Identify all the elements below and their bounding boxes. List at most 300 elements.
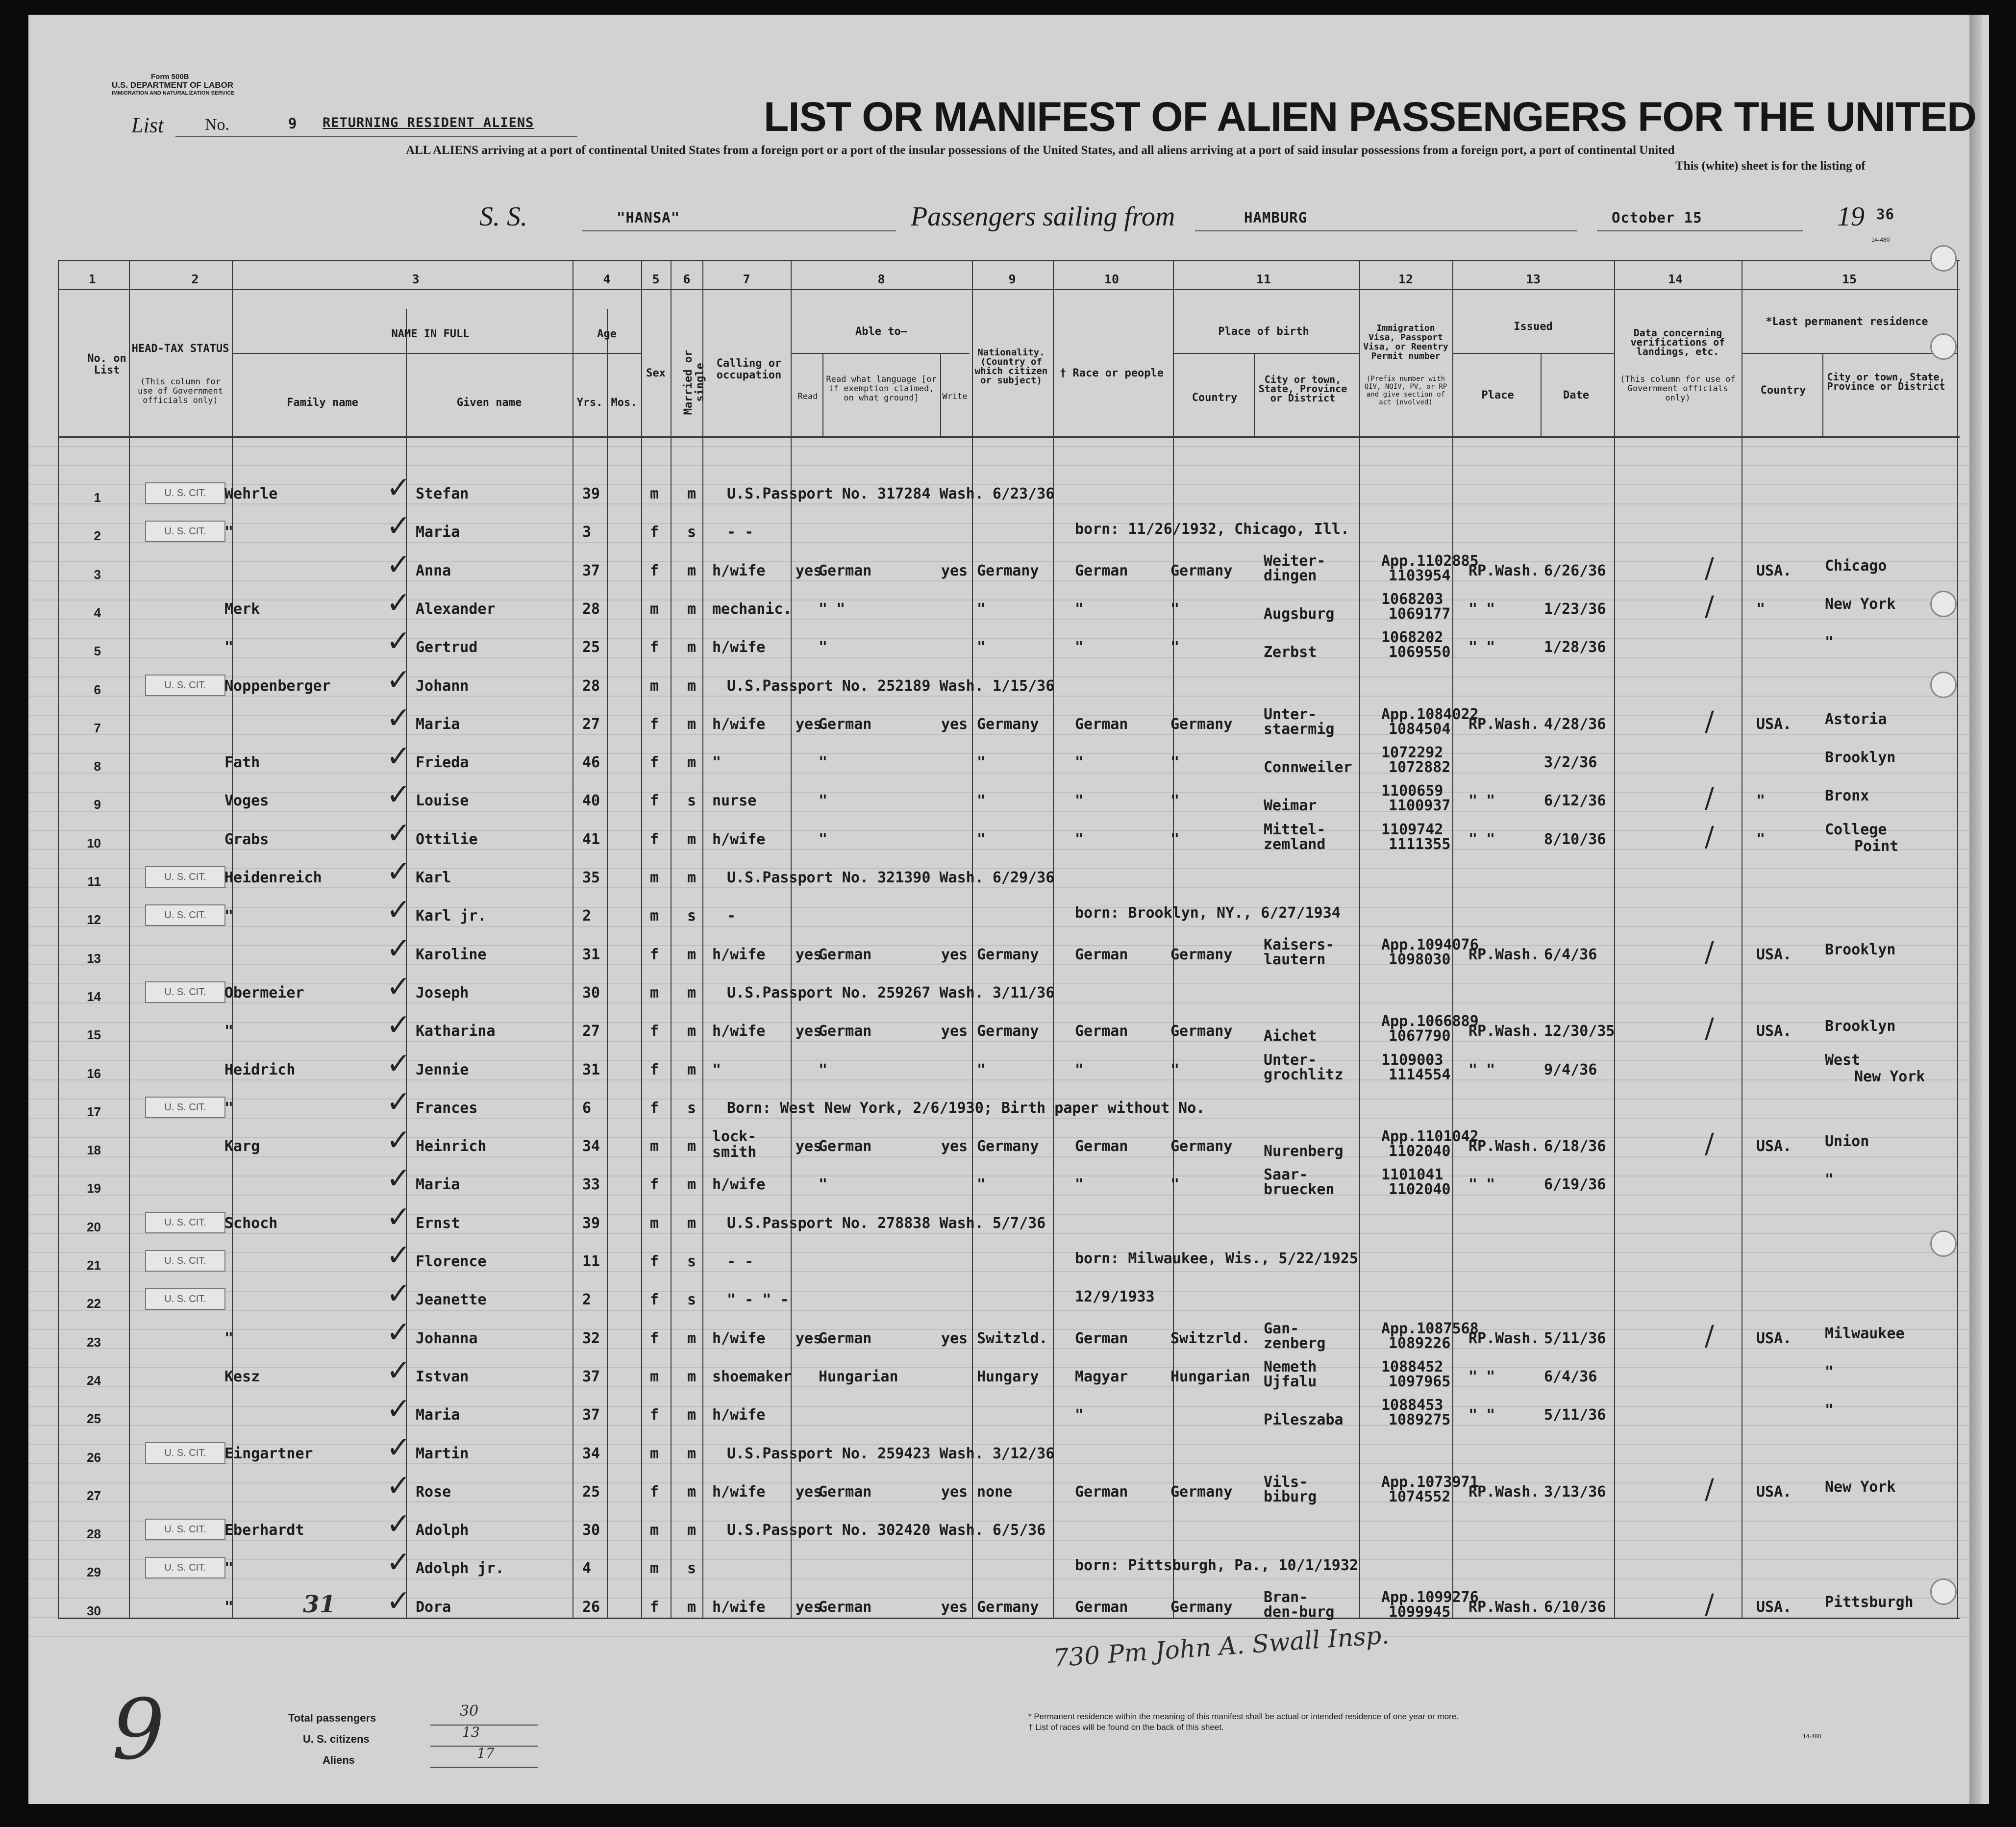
check-mark: ✓ <box>386 1507 411 1542</box>
form-tag <box>112 73 235 98</box>
given-name: Stefan <box>416 485 469 502</box>
verification-mark: / <box>1705 590 1714 623</box>
row-number: 30 <box>87 1603 101 1618</box>
row-rule <box>28 446 1979 447</box>
occupation: h/wife <box>712 946 766 963</box>
given-name: Ernst <box>416 1214 460 1232</box>
row-number: 14 <box>87 989 101 1004</box>
given-name: Karl jr. <box>416 907 487 925</box>
race: German <box>1075 1023 1128 1040</box>
row-number: 3 <box>94 567 101 582</box>
marital-status: m <box>687 1406 697 1424</box>
visa-number-1: App.1094076 <box>1381 936 1479 953</box>
row-rule <box>28 830 1979 831</box>
visa-number-2: 1098030 <box>1389 951 1451 968</box>
family-name: Karg <box>224 1138 260 1155</box>
visa-number-1: 1088452 <box>1381 1358 1444 1376</box>
aliens-label: Aliens <box>323 1754 355 1766</box>
read-language: " <box>819 754 828 772</box>
issued-place: " " <box>1468 1406 1495 1424</box>
issued-date: 5/11/36 <box>1544 1329 1606 1347</box>
birth-country: " <box>1170 830 1180 848</box>
column-line <box>791 260 792 1618</box>
row-number: 18 <box>87 1143 101 1158</box>
sailing-date: October 15 <box>1612 209 1702 226</box>
punch-hole <box>1930 333 1957 360</box>
visa-number-2: 1084504 <box>1389 720 1451 738</box>
visa-number-1: 1101041 <box>1381 1166 1444 1184</box>
row-number: 26 <box>87 1450 101 1465</box>
row-rule <box>28 1060 1979 1061</box>
tot-line <box>430 1767 538 1768</box>
column-line <box>1359 260 1360 1618</box>
birth-city: grochlitz <box>1264 1066 1344 1083</box>
sex: f <box>650 792 659 810</box>
given-name: Florence <box>416 1253 487 1270</box>
verification-mark: / <box>1705 1320 1714 1352</box>
row-rule <box>28 1406 1979 1407</box>
nationality: Germany <box>977 715 1039 733</box>
row-rule <box>28 1540 1979 1541</box>
issued-place: " " <box>1468 1061 1495 1078</box>
sex: m <box>650 1522 659 1539</box>
family-name: " <box>224 524 234 541</box>
race: German <box>1075 1483 1128 1501</box>
race: German <box>1075 1138 1128 1155</box>
birth-city: Aichet <box>1264 1027 1317 1045</box>
family-name: Eingartner <box>224 1445 313 1462</box>
issued-place: RP.Wash. <box>1468 1598 1540 1616</box>
form-service: IMMIGRATION AND NATURALIZATION SERVICE <box>112 90 235 96</box>
us-cit-stamp: U. S. CIT. <box>145 482 225 504</box>
row-rule <box>28 1002 1979 1003</box>
column-line <box>129 260 130 1618</box>
residence-city: Brooklyn <box>1825 941 1896 958</box>
check-mark: ✓ <box>386 854 411 889</box>
hdr-read: Read <box>797 392 818 401</box>
total-passengers-label: Total passengers <box>288 1712 376 1724</box>
marital-status: m <box>687 754 697 772</box>
visa-number-1: 1109003 <box>1381 1051 1444 1069</box>
family-name: Kesz <box>224 1368 260 1385</box>
nationality: Switzld. <box>977 1329 1048 1347</box>
visa-number-2: 1069177 <box>1389 605 1451 623</box>
verification-mark: / <box>1705 1473 1714 1505</box>
ship-underline <box>582 230 896 231</box>
residence-city: " <box>1825 1171 1834 1189</box>
sex: m <box>650 1138 659 1155</box>
issued-place: " " <box>1468 1368 1495 1385</box>
birth-city-line1: Unter- <box>1264 1051 1317 1069</box>
row-number: 21 <box>87 1258 101 1273</box>
birth-note: born: 11/26/1932, Chicago, Ill. <box>1075 521 1349 538</box>
age-years: 34 <box>582 1445 600 1462</box>
row-rule <box>28 773 1979 774</box>
row-rule <box>28 1348 1979 1349</box>
check-mark: ✓ <box>386 471 411 505</box>
marital-status: m <box>687 1214 697 1232</box>
visa-number-1: App.1066889 <box>1381 1013 1479 1030</box>
hdr-visa-note: (Prefix number with QIV, NQIV, PV, or RP and give section of act involved) <box>1364 375 1447 406</box>
birth-city: dingen <box>1264 567 1317 584</box>
can-write: yes <box>941 1598 968 1616</box>
marital-status: s <box>687 1291 697 1309</box>
family-name: Heidrich <box>224 1061 296 1078</box>
age-years: 2 <box>582 907 592 925</box>
sex: m <box>650 600 659 618</box>
row-number: 22 <box>87 1296 101 1311</box>
age-years: 40 <box>582 792 600 810</box>
column-number: 9 <box>1008 272 1016 286</box>
row-rule <box>28 1425 1979 1426</box>
verification-mark: / <box>1705 705 1714 738</box>
check-mark: ✓ <box>386 816 411 851</box>
can-write: yes <box>941 562 968 579</box>
residence-city: Union <box>1825 1133 1869 1151</box>
sub-header-line <box>1452 353 1614 354</box>
visa-number-2: 1074552 <box>1389 1488 1451 1505</box>
family-name: Eberhardt <box>224 1522 304 1539</box>
column-number: 11 <box>1256 272 1271 286</box>
check-mark: ✓ <box>386 1468 411 1503</box>
issued-date: 6/4/36 <box>1544 946 1597 963</box>
birth-city-line1: Bran- <box>1264 1588 1308 1606</box>
passport-note: U.S.Passport No. 259267 Wash. 3/11/36 <box>727 984 1055 1001</box>
column-number: 15 <box>1842 272 1857 286</box>
us-cit-stamp: U. S. CIT. <box>145 904 225 926</box>
read-language: " <box>819 830 828 848</box>
row-number: 15 <box>87 1027 101 1043</box>
visa-number-2: 1089275 <box>1389 1411 1451 1429</box>
sex: f <box>650 946 659 963</box>
us-cit-stamp: U. S. CIT. <box>145 1288 225 1310</box>
can-read: yes <box>796 562 822 579</box>
nationality: Germany <box>977 1138 1039 1155</box>
age-years: 30 <box>582 984 600 1001</box>
residence-city: Astoria <box>1825 710 1887 728</box>
birth-city: biburg <box>1264 1488 1317 1505</box>
occupation: h/wife <box>712 1406 766 1424</box>
subtitle-2: This (white) sheet is for the listing of <box>1675 159 1866 173</box>
occupation: h/wife <box>712 1023 766 1040</box>
issued-date: 3/13/36 <box>1544 1483 1606 1501</box>
us-cit-stamp: U. S. CIT. <box>145 1097 225 1118</box>
occupation: h/wife <box>712 715 766 733</box>
check-mark: ✓ <box>386 969 411 1004</box>
race: " <box>1075 600 1084 618</box>
race: German <box>1075 946 1128 963</box>
visa-number-2: 1102040 <box>1389 1143 1451 1160</box>
row-rule <box>28 1636 1979 1637</box>
sex: f <box>650 754 659 772</box>
column-number: 13 <box>1525 272 1541 286</box>
visa-number-2: 1102040 <box>1389 1181 1451 1199</box>
hdr-verification: Data concerning verifications of landings, etc. <box>1630 327 1725 357</box>
column-line <box>1614 260 1615 1618</box>
visa-number-2: 1072882 <box>1389 759 1451 776</box>
row-number: 11 <box>87 874 101 889</box>
visa-number-1: 1068203 <box>1381 590 1444 608</box>
given-name: Rose <box>416 1483 451 1501</box>
residence-country: " <box>1756 792 1766 810</box>
marital-status: m <box>687 639 697 656</box>
us-cit-stamp: U. S. CIT. <box>145 1250 225 1272</box>
family-name: Grabs <box>224 830 269 848</box>
check-mark: ✓ <box>386 1161 411 1196</box>
sub-column-line <box>1254 353 1255 436</box>
family-name: Voges <box>224 792 269 810</box>
marital-status: m <box>687 677 697 695</box>
ship-name: "HANSA" <box>617 209 680 226</box>
issued-place: " " <box>1468 1176 1495 1194</box>
issued-place: RP.Wash. <box>1468 1138 1540 1155</box>
visa-number-2: 1089226 <box>1389 1334 1451 1352</box>
marital-status: s <box>687 792 697 810</box>
residence-city: New York <box>1825 595 1896 613</box>
year: 36 <box>1876 206 1894 223</box>
marital-status: m <box>687 830 697 848</box>
age-years: 4 <box>582 1560 592 1577</box>
given-name: Istvan <box>416 1368 469 1385</box>
birth-country: " <box>1170 1176 1180 1194</box>
birth-country: Germany <box>1170 1598 1233 1616</box>
nationality: " <box>977 600 986 618</box>
nationality: " <box>977 1176 986 1194</box>
issued-date: 6/19/36 <box>1544 1176 1606 1194</box>
sex: f <box>650 1023 659 1040</box>
marital-status: m <box>687 1138 697 1155</box>
residence-country: " <box>1756 600 1766 618</box>
marital-status: s <box>687 1253 697 1270</box>
birth-city: lautern <box>1264 951 1326 968</box>
birth-country: " <box>1170 754 1180 772</box>
family-name: Obermeier <box>224 984 304 1001</box>
row-number: 12 <box>87 912 101 927</box>
column-number: 2 <box>191 272 199 286</box>
age-years: 3 <box>582 524 592 541</box>
sex: m <box>650 1214 659 1232</box>
row-rule <box>28 1079 1979 1080</box>
race: " <box>1075 1176 1084 1194</box>
check-mark: ✓ <box>386 1008 411 1043</box>
birth-city: staermig <box>1264 720 1335 738</box>
sex: f <box>650 562 659 579</box>
can-read: yes <box>796 1023 822 1040</box>
occupation: h/wife <box>712 1483 766 1501</box>
sub-column-line <box>1822 353 1823 436</box>
residence-country: USA. <box>1756 715 1792 733</box>
read-language: " <box>819 1176 828 1194</box>
row-rule <box>28 811 1979 812</box>
read-language: German <box>819 715 872 733</box>
row-rule <box>28 1463 1979 1464</box>
passport-note: - <box>727 907 736 925</box>
age-years: 35 <box>582 869 600 886</box>
visa-number-2: 1099945 <box>1389 1603 1451 1621</box>
residence-city: Chicago <box>1825 557 1887 575</box>
issued-date: 8/10/36 <box>1544 830 1606 848</box>
race: Magyar <box>1075 1368 1128 1385</box>
marital-status: m <box>687 1176 697 1194</box>
row-rule <box>28 523 1979 524</box>
family-name: Fath <box>224 754 260 772</box>
family-name: " <box>224 1598 234 1616</box>
occupation: nurse <box>712 792 757 810</box>
row-rule <box>28 657 1979 658</box>
read-language: " <box>819 1061 828 1078</box>
row-number: 4 <box>94 605 101 620</box>
row-rule <box>28 907 1979 908</box>
issued-place: RP.Wash. <box>1468 1483 1540 1501</box>
birth-city-line1: Vils- <box>1264 1473 1308 1491</box>
check-mark: ✓ <box>386 893 411 927</box>
residence-city: Brooklyn <box>1825 749 1896 767</box>
verification-mark: / <box>1705 821 1714 853</box>
row-rule <box>28 619 1979 620</box>
birth-country: " <box>1170 792 1180 810</box>
age-years: 30 <box>582 1522 600 1539</box>
row-number: 17 <box>87 1104 101 1119</box>
punch-hole <box>1930 1578 1957 1605</box>
row-number: 5 <box>94 644 101 659</box>
hdr-married: Married or single <box>682 350 706 415</box>
marital-status: m <box>687 869 697 886</box>
form-code: 14-480 <box>1871 236 1890 243</box>
check-mark: ✓ <box>386 1430 411 1465</box>
age-years: 11 <box>582 1253 600 1270</box>
given-name: Karl <box>416 869 451 886</box>
hdr-age-mos: Mos. <box>611 397 637 409</box>
can-read: yes <box>796 1483 822 1501</box>
birth-city: Pileszaba <box>1264 1411 1344 1429</box>
row-number: 10 <box>87 835 101 851</box>
hdr-no-on-list: No. on List <box>87 352 126 376</box>
hdr-issued-place: Place <box>1481 389 1514 401</box>
race: " <box>1075 639 1084 656</box>
age-years: 37 <box>582 562 600 579</box>
race: German <box>1075 1598 1128 1616</box>
visa-number-1: 1109742 <box>1381 821 1444 838</box>
family-name: Schoch <box>224 1214 278 1232</box>
us-cit-stamp: U. S. CIT. <box>145 1212 225 1233</box>
marital-status: m <box>687 562 697 579</box>
verification-mark: / <box>1705 936 1714 968</box>
issued-place: " " <box>1468 600 1495 618</box>
given-name: Alexander <box>416 600 496 618</box>
residence-country: USA. <box>1756 946 1792 963</box>
row-number: 2 <box>94 528 101 544</box>
birth-country: Germany <box>1170 946 1233 963</box>
birth-note: born: Brooklyn, NY., 6/27/1934 <box>1075 904 1341 922</box>
sub-header-line <box>1173 353 1359 354</box>
check-mark: ✓ <box>386 1545 411 1580</box>
us-cit-stamp: U. S. CIT. <box>145 1519 225 1540</box>
marital-status: m <box>687 1483 697 1501</box>
given-name: Dora <box>416 1598 451 1616</box>
verification-mark: / <box>1705 552 1714 584</box>
total-passengers-value: 30 <box>460 1702 479 1720</box>
check-mark: ✓ <box>386 1276 411 1311</box>
occupation: shoemaker <box>712 1368 792 1385</box>
nationality: " <box>977 639 986 656</box>
check-mark: ✓ <box>386 1200 411 1234</box>
issued-place: " " <box>1468 639 1495 656</box>
column-line <box>702 260 703 1618</box>
column-number: 1 <box>88 272 96 286</box>
row-rule <box>28 734 1979 735</box>
given-name: Heinrich <box>416 1138 487 1155</box>
row-rule <box>28 1118 1979 1119</box>
visa-number-1: App.1073971 <box>1381 1473 1479 1491</box>
marital-status: m <box>687 1023 697 1040</box>
hdr-sex: Sex <box>646 367 666 379</box>
visa-number-1: 1068202 <box>1381 629 1444 647</box>
check-mark: ✓ <box>386 1123 411 1158</box>
passport-note: U.S.Passport No. 278838 Wash. 5/7/36 <box>727 1214 1046 1232</box>
issued-date: 5/11/36 <box>1544 1406 1606 1424</box>
sex: f <box>650 830 659 848</box>
row-number: 24 <box>87 1373 101 1388</box>
birth-country: Germany <box>1170 715 1233 733</box>
given-name: Maria <box>416 1406 460 1424</box>
issued-date: 12/30/35 <box>1544 1023 1615 1040</box>
hdr-birth-country: Country <box>1192 392 1238 404</box>
list-number: 9 <box>288 115 298 132</box>
port-name: HAMBURG <box>1244 209 1308 226</box>
column-line <box>1053 260 1054 1618</box>
verification-mark: / <box>1705 1128 1714 1160</box>
us-citizens-label: U. S. citizens <box>303 1733 370 1745</box>
occupation: lock- <box>712 1128 757 1146</box>
marital-status: m <box>687 1368 697 1385</box>
us-cit-stamp: U. S. CIT. <box>145 675 225 696</box>
passport-note: U.S.Passport No. 321390 Wash. 6/29/36 <box>727 869 1055 886</box>
sex: f <box>650 715 659 733</box>
us-cit-stamp: U. S. CIT. <box>145 866 225 888</box>
column-line <box>1173 260 1174 1618</box>
row-number: 23 <box>87 1334 101 1350</box>
nationality: Germany <box>977 1023 1039 1040</box>
sex: m <box>650 485 659 502</box>
check-mark: ✓ <box>386 1084 411 1119</box>
footnote-races: † List of races will be found on the back of this sheet. <box>1028 1723 1224 1732</box>
row-rule <box>28 1252 1979 1253</box>
row-number: 6 <box>94 682 101 697</box>
can-read: yes <box>796 946 822 963</box>
nationality: " <box>977 792 986 810</box>
check-mark: ✓ <box>386 585 411 620</box>
marital-status: m <box>687 1598 697 1616</box>
given-name: Johann <box>416 677 469 695</box>
row-number: 28 <box>87 1527 101 1542</box>
birth-country: Switzrld. <box>1170 1329 1250 1347</box>
marital-status: m <box>687 715 697 733</box>
check-mark: ✓ <box>386 739 411 774</box>
birth-country: Germany <box>1170 1023 1233 1040</box>
birth-country: Germany <box>1170 562 1233 579</box>
sub-header-line <box>1742 353 1957 354</box>
marital-status: m <box>687 600 697 618</box>
birth-city-line1: Nemeth <box>1264 1358 1317 1376</box>
family-name: " <box>224 907 234 925</box>
big-handwritten-nine: 9 <box>112 1681 165 1778</box>
birth-city-line1: Weiter- <box>1264 552 1326 570</box>
row-number: 19 <box>87 1181 101 1196</box>
column-line <box>232 260 233 1618</box>
hdr-head-tax: HEAD-TAX STATUS <box>131 343 229 355</box>
check-mark: ✓ <box>386 509 411 544</box>
age-years: 2 <box>582 1291 592 1309</box>
